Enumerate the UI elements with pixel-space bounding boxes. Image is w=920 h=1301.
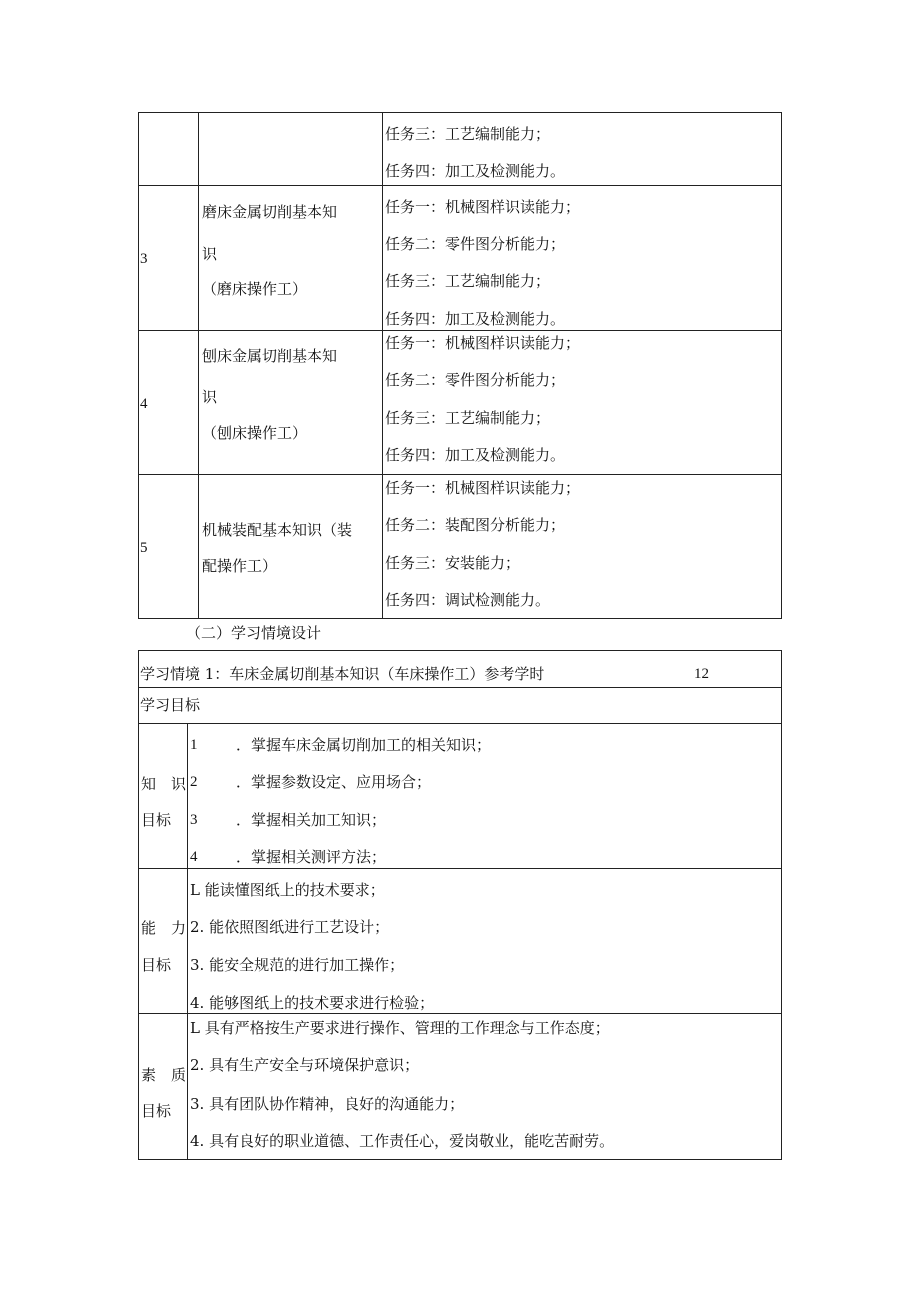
item-number: 2 xyxy=(190,774,198,790)
objective-label: 能 力 xyxy=(141,919,187,937)
task-item: 任务四：调试检测能力。 xyxy=(385,591,551,609)
task-item: 任务三：安装能力； xyxy=(385,554,521,572)
objective-item: L 具有严格按生产要求进行操作、管理的工作理念与工作态度； xyxy=(190,1019,610,1037)
row-index: 3 xyxy=(140,251,148,267)
task-item: 任务一：机械图样识读能力； xyxy=(385,334,581,352)
module-name: 配操作工） xyxy=(202,557,278,575)
module-name: 识 xyxy=(202,388,218,406)
objective-label: 知 识 xyxy=(141,775,187,793)
row-index: 5 xyxy=(140,540,148,556)
item-number: 1 xyxy=(190,737,198,753)
task-item: 任务三：工艺编制能力； xyxy=(385,125,551,143)
module-name: 识 xyxy=(202,245,218,263)
task-item: 任务一：机械图样识读能力； xyxy=(385,479,581,497)
section-heading: （二）学习情境设计 xyxy=(186,624,322,642)
reference-hours: 12 xyxy=(694,666,709,682)
objective-item: ．掌握相关加工知识； xyxy=(236,811,387,829)
row-index: 4 xyxy=(140,396,148,412)
objective-item: 2. 能依照图纸进行工艺设计； xyxy=(190,918,390,936)
situation-title: 学习情境 1：车床金属切削基本知识（车床操作工）参考学时 xyxy=(140,665,545,683)
objective-label: 目标 xyxy=(141,811,172,829)
task-item: 任务二：装配图分析能力； xyxy=(385,516,566,534)
task-item: 任务二：零件图分析能力； xyxy=(385,371,566,389)
objective-item: L 能读懂图纸上的技术要求； xyxy=(190,881,385,899)
objective-item: 4. 能够图纸上的技术要求进行检验； xyxy=(190,994,435,1012)
item-number: 4 xyxy=(190,849,198,865)
task-item: 任务四：加工及检测能力。 xyxy=(385,310,566,328)
task-item: 任务四：加工及检测能力。 xyxy=(385,162,566,180)
objective-label: 目标 xyxy=(141,956,172,974)
objective-item: 3. 能安全规范的进行加工操作； xyxy=(190,956,405,974)
item-number: 3 xyxy=(190,812,198,828)
module-name: 刨床金属切削基本知 xyxy=(202,347,338,365)
objective-item: ．掌握参数设定、应用场合； xyxy=(236,773,432,791)
objectives-header: 学习目标 xyxy=(140,696,201,714)
module-name: 机械装配基本知识（装 xyxy=(202,521,353,539)
objective-item: 3. 具有团队协作精神，良好的沟通能力； xyxy=(190,1095,465,1113)
module-name: （刨床操作工） xyxy=(202,424,308,442)
objective-item: ．掌握相关测评方法； xyxy=(236,848,387,866)
task-item: 任务四：加工及检测能力。 xyxy=(385,446,566,464)
module-name: 磨床金属切削基本知 xyxy=(202,203,338,221)
objective-item: ．掌握车床金属切削加工的相关知识； xyxy=(236,736,492,754)
objective-item: 4. 具有良好的职业道德、工作责任心，爱岗敬业，能吃苦耐劳。 xyxy=(190,1132,615,1150)
objective-label: 素 质 xyxy=(141,1066,187,1084)
objective-label: 目标 xyxy=(141,1102,172,1120)
task-item: 任务二：零件图分析能力； xyxy=(385,235,566,253)
task-item: 任务一：机械图样识读能力； xyxy=(385,198,581,216)
objective-item: 2. 具有生产安全与环境保护意识； xyxy=(190,1056,420,1074)
module-name: （磨床操作工） xyxy=(202,280,308,298)
task-item: 任务三：工艺编制能力； xyxy=(385,272,551,290)
task-item: 任务三：工艺编制能力； xyxy=(385,409,551,427)
